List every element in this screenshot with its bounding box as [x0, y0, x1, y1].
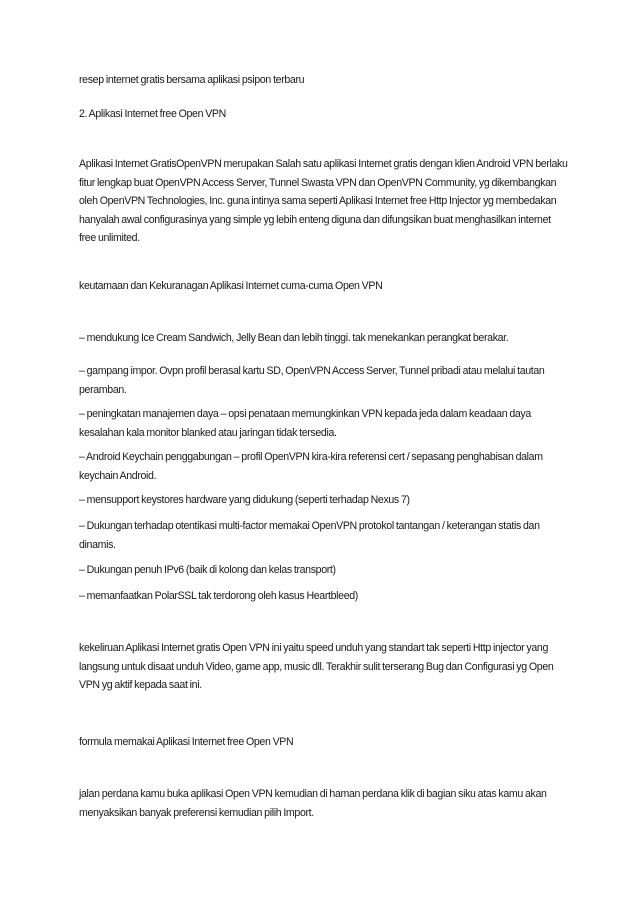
drawbacks-paragraph: kekeliruan Aplikasi Internet gratis Open VPN ini yaitu speed unduh yang standart tak seperti Http injector yang langsung untuk disaat unduh Video, game app, music dll. Terakhir sulit terserang Bug dan Configurasi yg Open VPN yg aktif kepada saat ini. — [79, 642, 554, 691]
feature-item: – Android Keychain penggabungan – profil OpenVPN kira-kira referensi cert / sepasang penghabisan dalam keychain Android. — [79, 451, 543, 482]
feature-item: – Dukungan terhadap otentikasi multi-factor memakai OpenVPN protokol tantangan / keterangan statis dan dinamis. — [79, 520, 540, 551]
feature-item: – memanfaatkan PolarSSL tak terdorong oleh kasus Heartbleed) — [79, 590, 358, 602]
usage-step-paragraph: jalan perdana kamu buka aplikasi Open VPN kemudian di haman perdana klik di bagian siku atas kamu akan menyaksikan banyak preferensi kemudian pilih Import. — [79, 788, 547, 819]
usage-heading: formula memakai Aplikasi Internet free Open VPN — [79, 736, 294, 748]
feature-item: – peningkatan manajemen daya – opsi penataan memungkinkan VPN kepada jeda dalam keadaan daya kesalahan kala monitor blanked atau jaringan tidak tersedia. — [79, 408, 531, 439]
description-paragraph: Aplikasi Internet GratisOpenVPN merupakan Salah satu aplikasi Internet gratis dengan klien Android VPN berlaku fitur lengkap buat OpenVPN Access Server, Tunnel Swasta VPN dan OpenVPN Community, yg dikembangkan oleh OpenVPN Technologies, Inc. guna intinya sama seperti Aplikasi Internet free Http Injector yg membedakan hanyalah awal configurasinya yang simple yg lebih enteng diguna dan difungsikan buat menghasilkan internet free unlimited. — [79, 158, 568, 244]
intro-line: resep internet gratis bersama aplikasi psipon terbaru — [79, 74, 305, 86]
feature-item: – mensupport keystores hardware yang didukung (seperti terhadap Nexus 7) — [79, 494, 410, 506]
feature-item: – Dukungan penuh IPv6 (baik di kolong dan kelas transport) — [79, 564, 336, 576]
feature-item: – gampang impor. Ovpn profil berasal kartu SD, OpenVPN Access Server, Tunnel pribadi atau melalui tautan peramban. — [79, 365, 545, 396]
feature-item: – mendukung Ice Cream Sandwich, Jelly Bean dan lebih tinggi. tak menekankan perangkat berakar. — [79, 332, 509, 344]
pros-cons-heading: keutamaan dan Kekuranagan Aplikasi Internet cuma-cuma Open VPN — [79, 280, 383, 292]
section-heading-open-vpn: 2. Aplikasi Internet free Open VPN — [79, 108, 226, 120]
